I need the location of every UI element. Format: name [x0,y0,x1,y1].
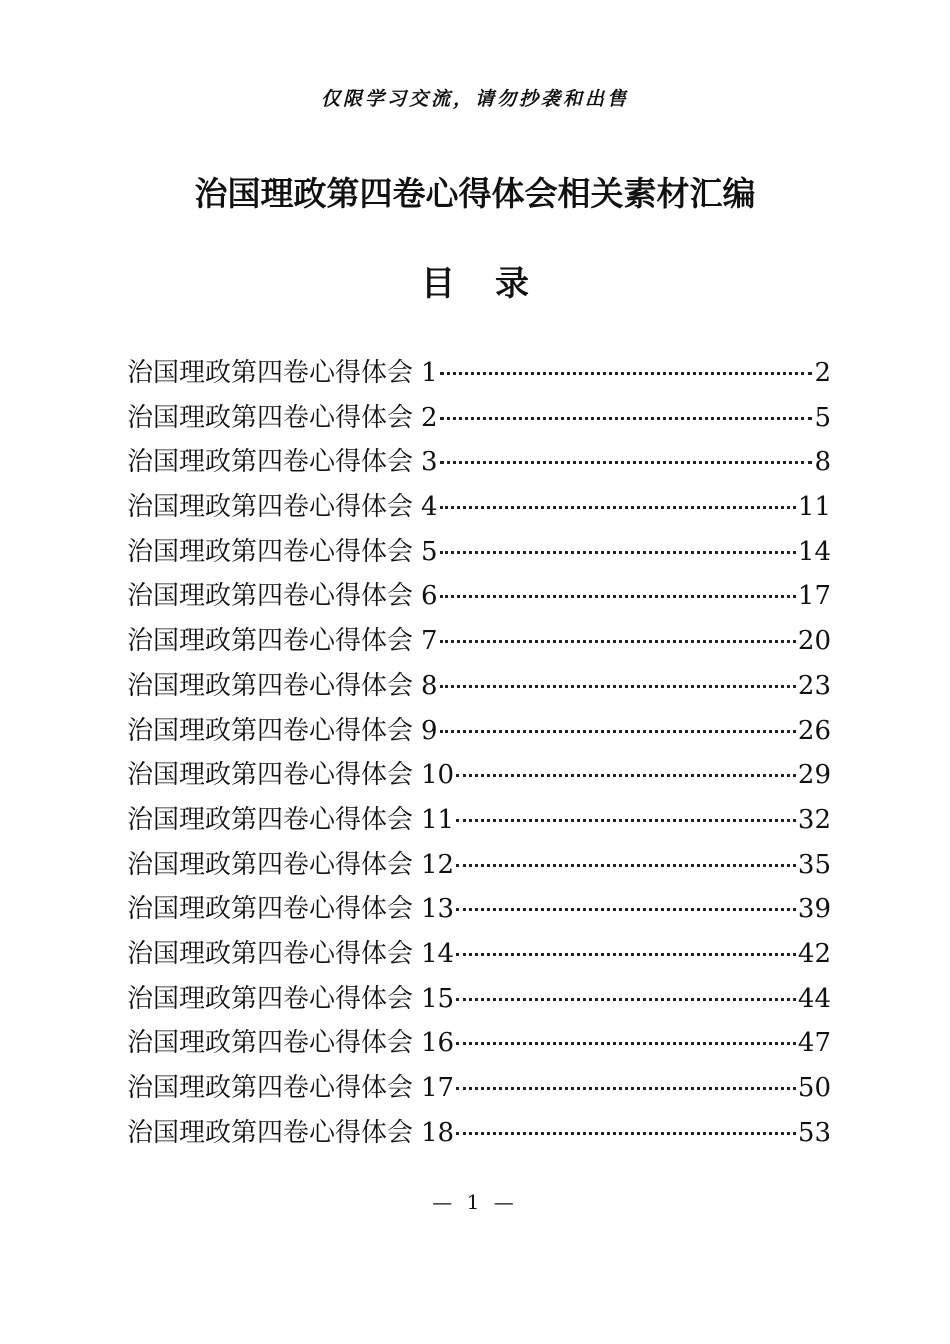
toc-entry-label: 治国理政第四卷心得体会 [127,536,414,567]
toc-entry[interactable] [127,709,831,754]
toc-entry-label: 治国理政第四卷心得体会 [127,938,414,969]
toc-entry-page: 29 [797,760,831,791]
toc-entry-number: 10 [421,760,455,791]
toc-entry-label: 治国理政第四卷心得体会 [127,983,414,1014]
toc-entry-page: 17 [797,581,831,612]
toc-entry-page: 5 [814,402,831,433]
toc-dot-leader [456,1132,796,1135]
toc-entry-label: 治国理政第四卷心得体会 [127,626,414,657]
table-of-contents [127,351,831,1155]
page-number: — 1 — [432,1190,518,1214]
distribution-notice: 仅限学习交流，请勿抄袭和出售 [320,88,629,110]
toc-entry-number: 2 [421,402,438,433]
toc-entry-label: 治国理政第四卷心得体会 [127,1073,414,1103]
toc-entry-number: 9 [421,715,438,746]
toc-dot-leader [440,640,796,643]
toc-entry[interactable] [127,664,831,709]
toc-entry-number: 17 [421,1073,455,1103]
toc-entry-label: 治国理政第四卷心得体会 [127,760,414,791]
toc-dot-leader [456,1042,796,1045]
toc-dot-leader [456,908,796,911]
toc-entry-label: 治国理政第四卷心得体会 [127,894,414,925]
toc-entry-label: 治国理政第四卷心得体会 [127,447,414,478]
toc-heading-char-1: 目 [421,264,455,304]
toc-dot-leader [440,730,796,733]
toc-entry[interactable] [127,1066,831,1111]
toc-entry-label: 治国理政第四卷心得体会 [127,849,414,880]
toc-entry-number: 1 [421,358,438,388]
toc-entry[interactable] [127,530,831,575]
toc-dot-leader [440,685,796,688]
toc-entry[interactable] [127,574,831,619]
toc-entry-page: 23 [797,670,831,701]
toc-entry-label: 治国理政第四卷心得体会 [127,804,414,835]
toc-entry-page: 26 [797,715,831,746]
toc-entry-page: 32 [797,804,831,835]
toc-entry[interactable] [127,753,831,798]
toc-entry-number: 8 [421,670,438,701]
toc-entry[interactable] [127,351,831,396]
toc-entry[interactable] [127,932,831,977]
toc-heading-char-2: 录 [495,264,529,304]
toc-entry-label: 治国理政第四卷心得体会 [127,581,414,612]
toc-dot-leader [440,417,813,420]
toc-entry[interactable] [127,798,831,843]
toc-entry-label: 治国理政第四卷心得体会 [127,402,414,433]
toc-entry-page: 14 [797,536,831,567]
toc-entry[interactable] [127,619,831,664]
toc-entry[interactable] [127,1111,831,1156]
toc-entry[interactable] [127,1021,831,1066]
toc-entry-page: 35 [797,849,831,880]
toc-entry-label: 治国理政第四卷心得体会 [127,670,414,701]
toc-entry-label: 治国理政第四卷心得体会 [127,492,414,523]
toc-entry-number: 16 [421,1028,455,1059]
toc-entry-number: 18 [421,1117,455,1148]
toc-entry-label: 治国理政第四卷心得体会 [127,715,414,746]
toc-entry-page: 39 [797,894,831,925]
toc-entry[interactable] [127,440,831,485]
toc-entry-page: 47 [797,1028,831,1059]
toc-entry-page: 11 [797,492,831,523]
toc-entry-label: 治国理政第四卷心得体会 [127,1028,414,1059]
toc-entry[interactable] [127,887,831,932]
toc-entry-number: 13 [421,894,455,925]
toc-entry[interactable] [127,843,831,888]
toc-entry-page: 2 [814,358,831,388]
toc-entry-label: 治国理政第四卷心得体会 [127,358,414,388]
toc-entry[interactable] [127,396,831,441]
toc-dot-leader [456,774,796,777]
toc-entry-number: 3 [421,447,438,478]
toc-dot-leader [440,461,813,464]
toc-entry-number: 6 [421,581,438,612]
toc-entry[interactable] [127,485,831,530]
toc-entry-page: 20 [797,626,831,657]
toc-entry-number: 15 [421,983,455,1014]
toc-dot-leader [456,819,796,822]
toc-entry-label: 治国理政第四卷心得体会 [127,1117,414,1148]
toc-dot-leader [440,595,796,598]
toc-entry[interactable] [127,977,831,1022]
toc-entry-page: 50 [797,1073,831,1103]
toc-entry-number: 12 [421,849,455,880]
toc-dot-leader [456,953,796,956]
toc-entry-number: 5 [421,536,438,567]
toc-dot-leader [440,372,813,375]
toc-entry-page: 8 [814,447,831,478]
toc-dot-leader [456,998,796,1001]
toc-entry-number: 14 [421,938,455,969]
toc-heading [0,256,950,305]
toc-entry-page: 53 [797,1117,831,1148]
toc-dot-leader [440,506,796,509]
toc-entry-number: 11 [421,804,455,835]
toc-entry-page: 44 [797,983,831,1014]
toc-entry-number: 7 [421,626,438,657]
toc-entry-number: 4 [421,492,438,523]
toc-entry-page: 42 [797,938,831,969]
toc-dot-leader [440,551,796,554]
toc-dot-leader [456,1087,796,1090]
document-title: 治国理政第四卷心得体会相关素材汇编 [194,174,756,213]
toc-dot-leader [456,864,796,867]
